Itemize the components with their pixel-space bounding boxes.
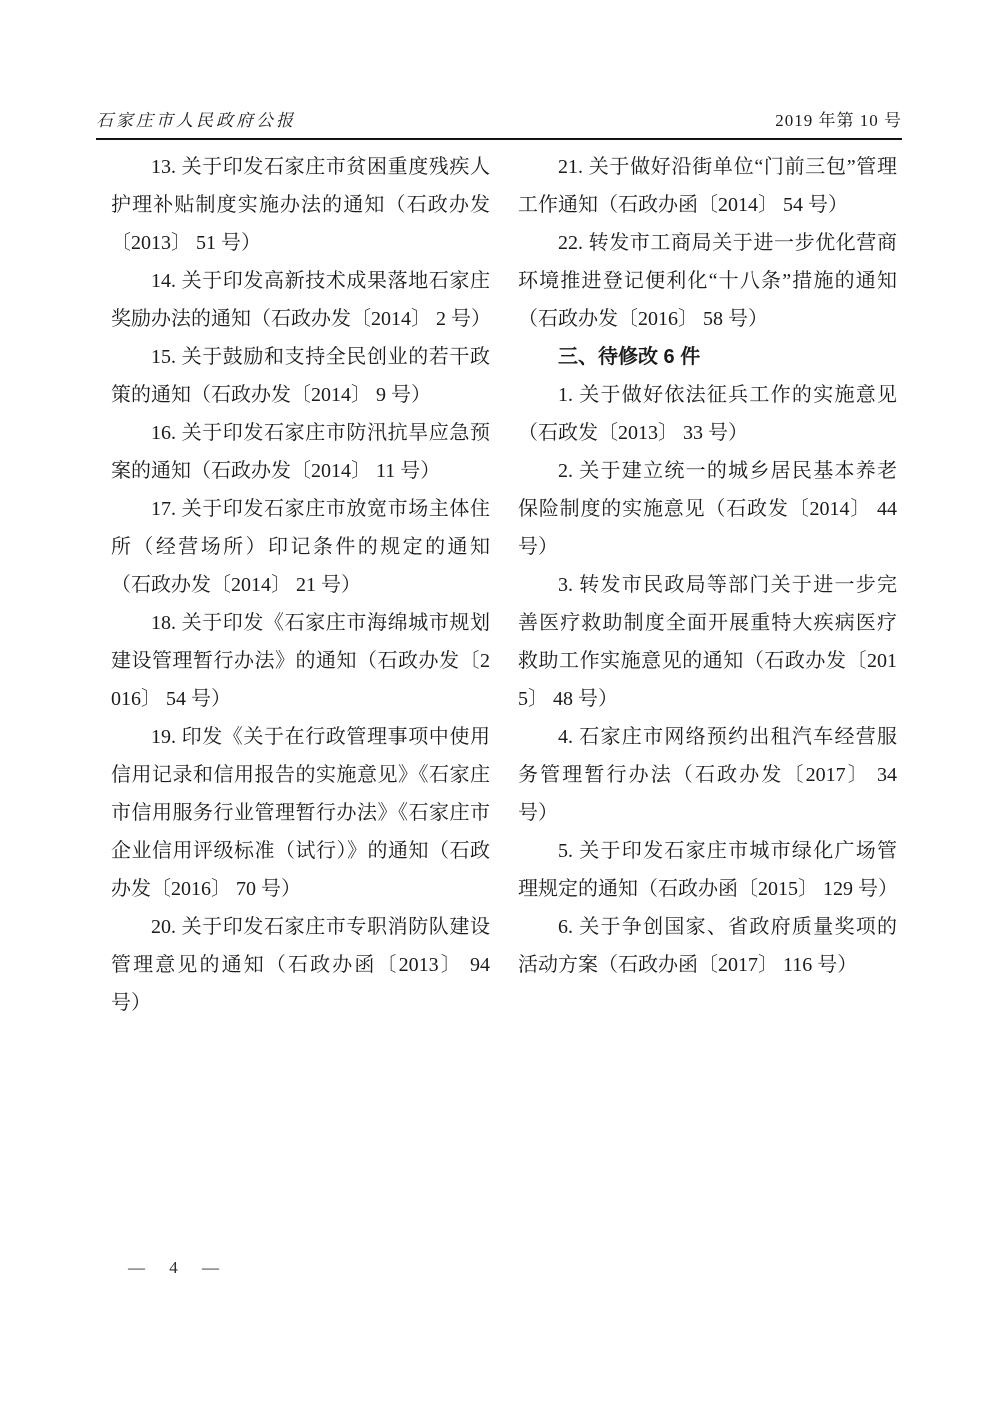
page-header	[96, 106, 902, 140]
catalog-item: 17. 关于印发石家庄市放宽市场主体住所（经营场所）印记条件的规定的通知（石政办发〔2014〕 21 号）	[111, 498, 490, 596]
catalog-item: 16. 关于印发石家庄市防汛抗旱应急预案的通知（石政办发〔2014〕 11 号）	[111, 422, 490, 482]
catalog-item: 14. 关于印发高新技术成果落地石家庄奖励办法的通知（石政办发〔2014〕 2 号）	[111, 270, 491, 330]
section-heading: 三、待修改 6 件	[558, 346, 701, 368]
catalog-content	[111, 148, 897, 1022]
right-column	[518, 148, 897, 1022]
catalog-item: 19. 印发《关于在行政管理事项中使用信用记录和信用报告的实施意见》《石家庄市信用服务行业管理暂行办法》《石家庄市企业信用评级标准（试行）》的通知（石政办发〔2016〕 70 号）	[111, 726, 490, 900]
catalog-item: 18. 关于印发《石家庄市海绵城市规划建设管理暂行办法》的通知（石政办发〔2016〕 54 号）	[111, 612, 490, 710]
catalog-item: 20. 关于印发石家庄市专职消防队建设管理意见的通知（石政办函〔2013〕 94 号）	[111, 916, 490, 1014]
issue-number: 2019 年第 10 号	[775, 111, 902, 130]
catalog-item: 13. 关于印发石家庄市贫困重度残疾人护理补贴制度实施办法的通知（石政办发〔2013〕 51 号）	[111, 156, 490, 254]
catalog-item: 21. 关于做好沿街单位“门前三包”管理工作通知（石政办函〔2014〕 54 号）	[518, 156, 897, 216]
catalog-item: 6. 关于争创国家、省政府质量奖项的活动方案（石政办函〔2017〕 116 号）	[518, 916, 897, 976]
publication-title: 石家庄市人民政府公报	[96, 111, 296, 130]
catalog-item: 22. 转发市工商局关于进一步优化营商环境推进登记便利化“十八条”措施的通知（石政办发〔2016〕 58 号）	[518, 232, 897, 330]
catalog-item: 5. 关于印发石家庄市城市绿化广场管理规定的通知（石政办函〔2015〕 129 号）	[518, 840, 898, 900]
catalog-item: 15. 关于鼓励和支持全民创业的若干政策的通知（石政办发〔2014〕 9 号）	[111, 346, 490, 406]
catalog-item: 1. 关于做好依法征兵工作的实施意见（石政发〔2013〕 33 号）	[518, 384, 897, 444]
page-number: — 4 —	[128, 1258, 221, 1277]
catalog-item: 4. 石家庄市网络预约出租汽车经营服务管理暂行办法（石政办发〔2017〕 34 号）	[518, 726, 897, 824]
left-column	[111, 148, 490, 1022]
catalog-item: 2. 关于建立统一的城乡居民基本养老保险制度的实施意见（石政发〔2014〕 44 号）	[518, 460, 897, 558]
catalog-item: 3. 转发市民政局等部门关于进一步完善医疗救助制度全面开展重特大疾病医疗救助工作实施意见的通知（石政办发〔2015〕 48 号）	[518, 574, 897, 710]
